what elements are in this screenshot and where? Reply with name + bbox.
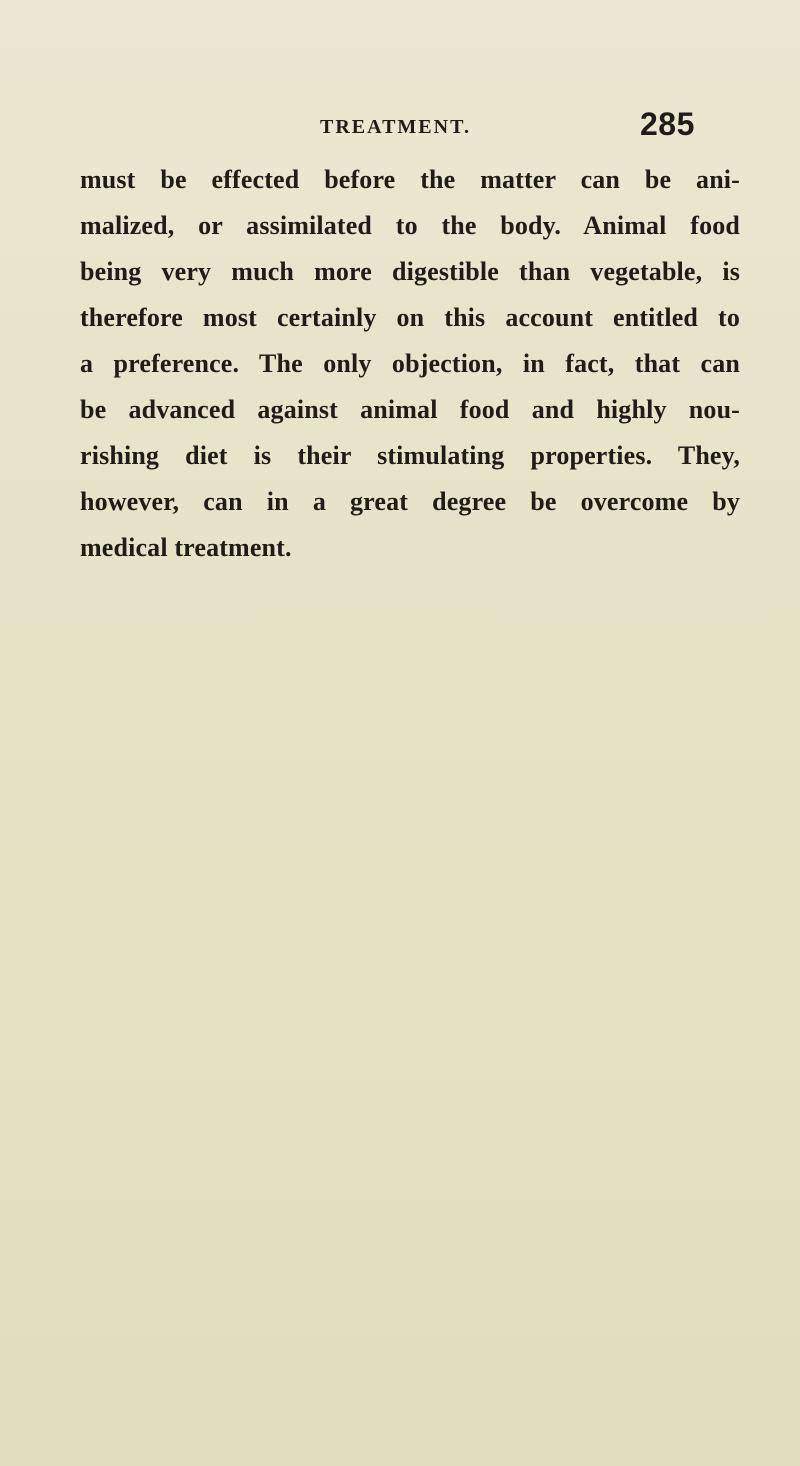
text-line: rishing diet is their stimulating properties. They, [80,441,740,470]
text-line: medical treatment. [80,533,292,562]
text-line: must be effected before the matter can be ani- [80,165,740,194]
text-line: however, can in a great degree be overcome by [80,487,740,516]
text-line: therefore most certainly on this account entitled to [80,303,740,332]
text-line: being very much more digestible than vegetable, is [80,257,740,286]
running-title: TREATMENT. [320,116,471,138]
text-line: malized, or assimilated to the body. Animal food [80,211,740,240]
body-paragraph [80,157,740,571]
text-line: a preference. The only objection, in fact, that can [80,349,740,378]
running-head [0,106,800,156]
text-line: be advanced against animal food and highly nou- [80,395,740,424]
page-number: 285 [640,106,695,142]
